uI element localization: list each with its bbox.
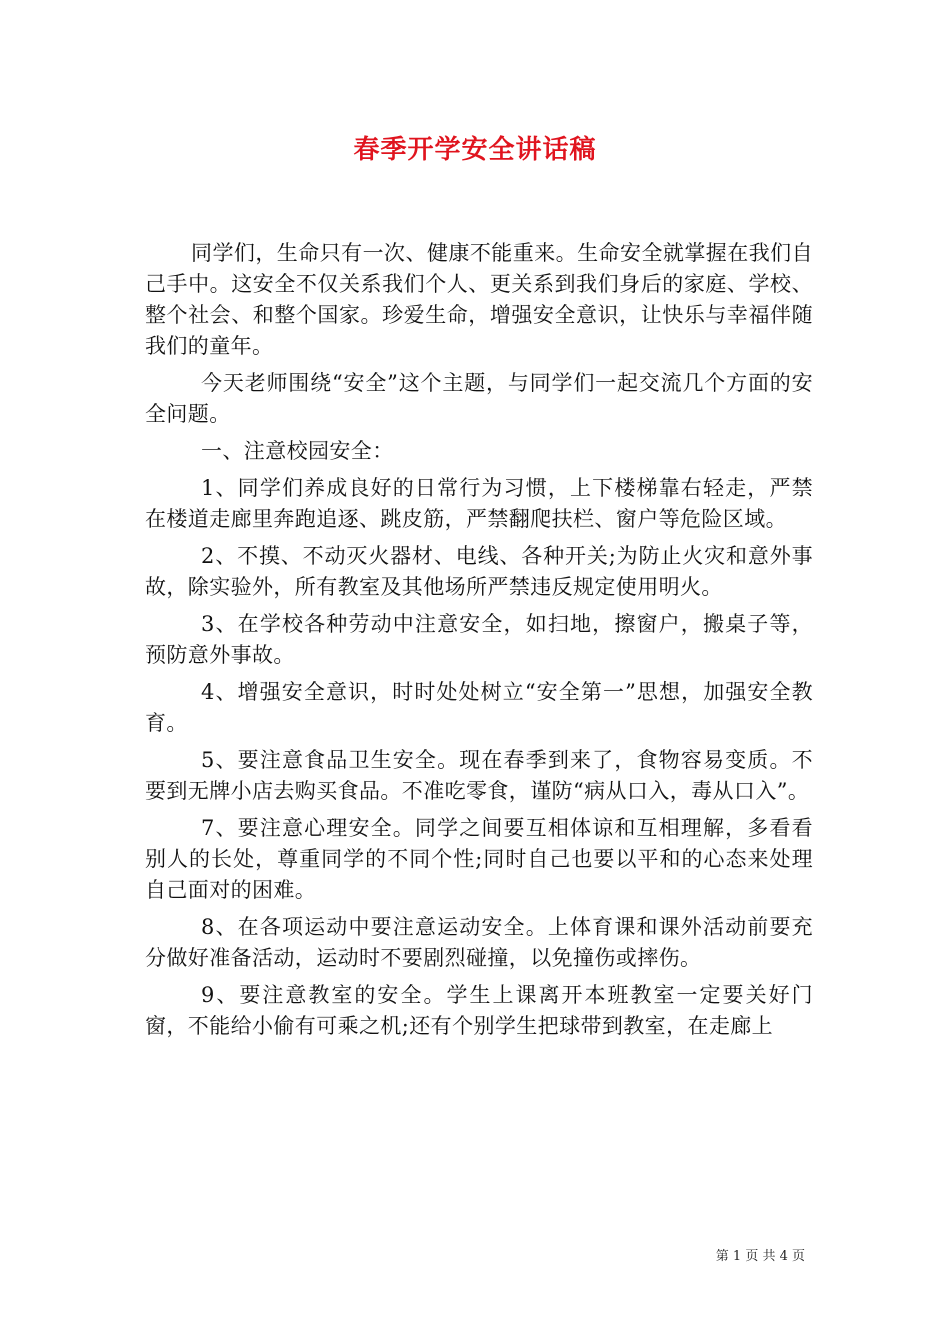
document-title: 春季开学安全讲话稿	[353, 135, 597, 165]
list-item-2: 2、不摸、不动灭火器材、电线、各种开关;为防止火灾和意外事故，除实验外，所有教室及其他场所严禁违反规定使用明火。	[145, 544, 813, 599]
list-item-7: 7、要注意心理安全。同学之间要互相体谅和互相理解，多看看别人的长处，尊重同学的不同个性;同时自己也要以平和的心态来处理自己面对的困难。	[145, 816, 813, 902]
list-item-1: 1、同学们养成良好的日常行为习惯，上下楼梯靠右轻走，严禁在楼道走廊里奔跑追逐、跳皮筋，严禁翻爬扶栏、窗户等危险区域。	[145, 476, 813, 531]
paragraph-intro: 同学们，生命只有一次、健康不能重来。生命安全就掌握在我们自己手中。这安全不仅关系我们个人、更关系到我们身后的家庭、学校、整个社会、和整个国家。珍爱生命，增强安全意识，让快乐与幸福伴随我们的童年。	[145, 241, 813, 358]
list-item-8: 8、在各项运动中要注意运动安全。上体育课和课外活动前要充分做好准备活动，运动时不要剧烈碰撞，以免撞伤或摔伤。	[145, 915, 813, 970]
list-item-3: 3、在学校各种劳动中注意安全，如扫地，擦窗户，搬桌子等，预防意外事故。	[145, 612, 813, 667]
section-heading: 一、注意校园安全：	[201, 439, 394, 463]
document-body	[145, 238, 813, 1042]
list-item-4: 4、增强安全意识，时时处处树立“安全第一”思想，加强安全教育。	[145, 680, 813, 735]
list-item-5: 5、要注意食品卫生安全。现在春季到来了，食物容易变质。不要到无牌小店去购买食品。不准吃零食，谨防“病从口入，毒从口入”。	[145, 748, 813, 803]
paragraph-topic: 今天老师围绕“安全”这个主题，与同学们一起交流几个方面的安全问题。	[145, 371, 813, 426]
page-number-footer: 第 1 页 共 4 页	[715, 1249, 805, 1264]
list-item-9: 9、要注意教室的安全。学生上课离开本班教室一定要关好门窗，不能给小偷有可乘之机;还有个别学生把球带到教室，在走廊上	[145, 983, 813, 1038]
